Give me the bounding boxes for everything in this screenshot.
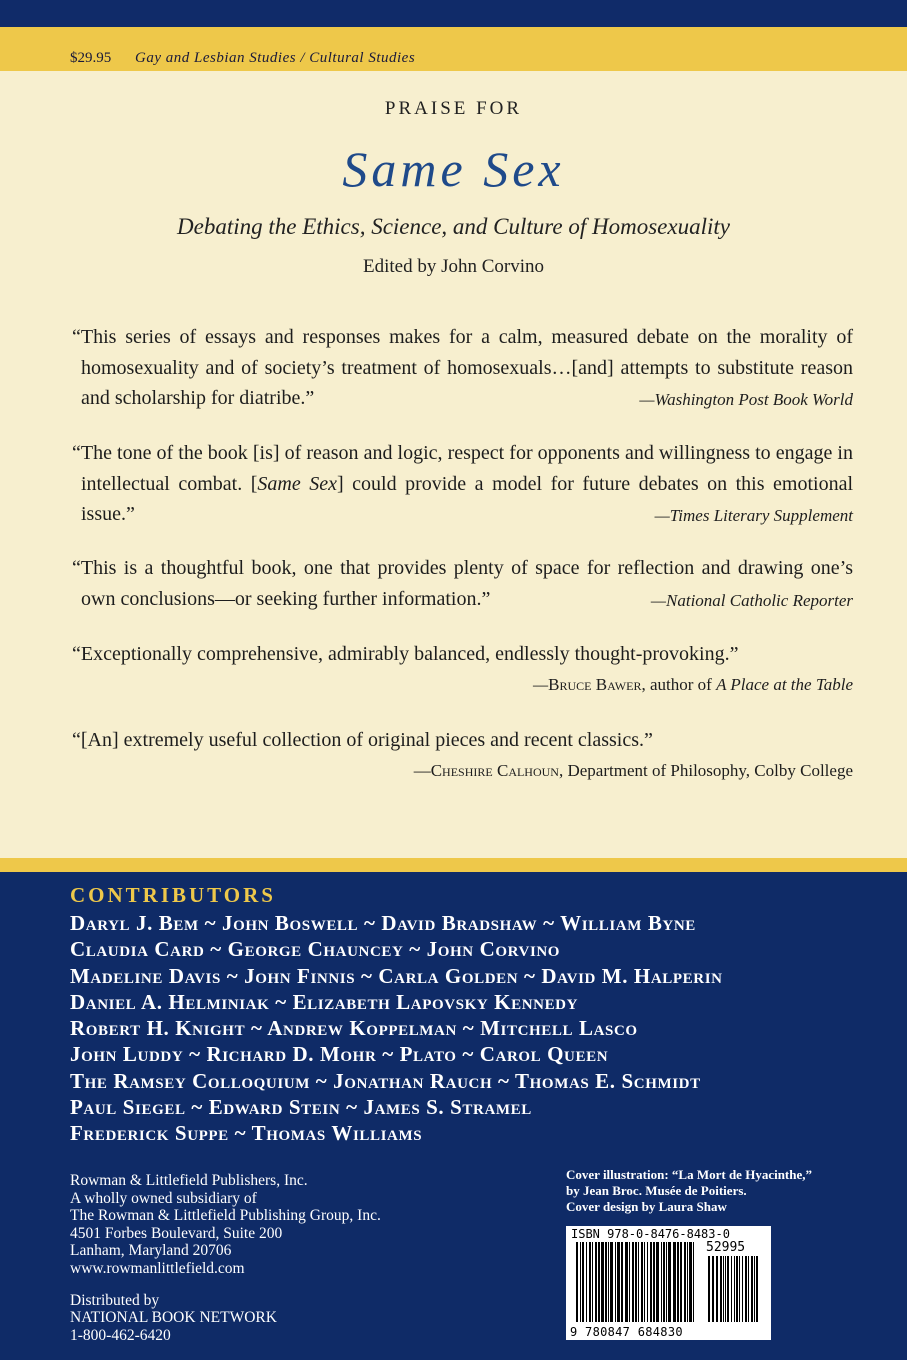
quote-text: “Exceptionally comprehensive, admirably balanced, endlessly thought-provoking.” (72, 643, 739, 665)
ean-digits: 9 780847 684830 (570, 1325, 683, 1339)
quote-attribution: —Cheshire Calhoun, Department of Philosophy, Colby College (413, 760, 853, 780)
cover-credits (566, 1167, 812, 1215)
category: Gay and Lesbian Studies / Cultural Studies (135, 50, 416, 66)
publisher-line: Rowman & Littlefield Publishers, Inc. (70, 1172, 308, 1189)
book-subtitle: Debating the Ethics, Science, and Culture of Homosexuality (177, 214, 730, 239)
quote-attribution: —Bruce Bawer, author of A Place at the Table (533, 674, 853, 694)
contributor-line: Daniel A. Helminiak ~ Elizabeth Lapovsky Kennedy (70, 989, 579, 1014)
quote-text: “This is a thoughtful book, one that provides plenty of space for reflection and drawing one’s own conclusions—or seeking further information.” (72, 557, 853, 610)
editor-credit: Edited by John Corvino (362, 256, 545, 277)
publisher-info (70, 1172, 381, 1344)
quote-2 (70, 438, 853, 532)
quote-1 (70, 322, 853, 416)
contributors-list (70, 910, 870, 1147)
publisher-line: 4501 Forbes Boulevard, Suite 200 (70, 1224, 283, 1242)
cover-credit-line: Cover illustration: “La Mort de Hyacinthe,” (566, 1167, 813, 1182)
quote-text-italic: Same Sex (257, 472, 337, 495)
contributor-line: Robert H. Knight ~ Andrew Koppelman ~ Mitchell Lasco (70, 1016, 638, 1041)
contributor-line: Claudia Card ~ George Chauncey ~ John Corvino (70, 937, 561, 962)
contributor-line: The Ramsey Colloquium ~ Jonathan Rauch ~ Thomas E. Schmidt (70, 1068, 701, 1093)
quote-3 (70, 553, 853, 616)
price: $29.95 (70, 50, 112, 66)
contributor-line: Daryl J. Bem ~ John Boswell ~ David Bradshaw ~ William Byne (70, 911, 696, 935)
attribution-name: Bruce Bawer (548, 674, 642, 694)
contributor-line: Frederick Suppe ~ Thomas Williams (70, 1121, 423, 1146)
isbn-text: ISBN 978-0-8476-8483-0 (571, 1227, 730, 1241)
cover-credit-line: Cover design by Laura Shaw (566, 1199, 727, 1214)
publisher-line: Lanham, Maryland 20706 (70, 1242, 232, 1260)
attribution-work: A Place at the Table (716, 674, 853, 694)
price-code: 52995 (706, 1240, 746, 1255)
distributor-line: NATIONAL BOOK NETWORK (70, 1309, 277, 1327)
publisher-website: www.rowmanlittlefield.com (70, 1259, 245, 1277)
attribution-name: Cheshire Calhoun (430, 760, 559, 780)
quote-text: “[An] extremely useful collection of original pieces and recent classics.” (72, 729, 653, 751)
book-title: Same Sex (342, 141, 565, 197)
quote-5 (70, 725, 853, 786)
cover-credit-line: by Jean Broc. Musée de Poitiers. (566, 1183, 747, 1198)
publisher-line: A wholly owned subsidiary of (70, 1189, 257, 1207)
price-category-line (70, 50, 415, 67)
contributors-heading: CONTRIBUTORS (70, 883, 276, 907)
quote-attribution: —Washington Post Book World (639, 390, 853, 409)
quote-4 (70, 639, 853, 700)
quote-attribution: —National Catholic Reporter (650, 590, 853, 610)
barcode-bars (574, 1242, 764, 1324)
quote-attribution: —Times Literary Supplement (654, 506, 853, 525)
publisher-line: The Rowman & Littlefield Publishing Group, Inc. (70, 1207, 381, 1225)
praise-for-heading: PRAISE FOR (384, 98, 523, 119)
contributor-line: Paul Siegel ~ Edward Stein ~ James S. Stramel (70, 1095, 532, 1120)
contributor-line: Madeline Davis ~ John Finnis ~ Carla Golden ~ David M. Halperin (70, 963, 723, 988)
top-border (0, 0, 907, 27)
quote-text-before: “The tone of the book [is] of reason and logic, respect for opponents and willingness to engage in intellectual combat. [ (72, 442, 853, 495)
gold-divider-band (0, 858, 907, 872)
quote-text-after: ] could provide a model for future debates on this emotional issue.” (81, 472, 854, 525)
contributor-line: John Luddy ~ Richard D. Mohr ~ Plato ~ Carol Queen (70, 1042, 609, 1067)
distributor-line: Distributed by (70, 1291, 160, 1309)
quote-text: “This series of essays and responses makes for a calm, measured debate on the morality of homosexuality and of society’s treatment of homosexuals…[and] attempts to substitute reason and scholarship for diatribe.” (72, 326, 853, 409)
barcode (566, 1226, 771, 1340)
distributor-phone: 1-800-462-6420 (70, 1326, 171, 1344)
